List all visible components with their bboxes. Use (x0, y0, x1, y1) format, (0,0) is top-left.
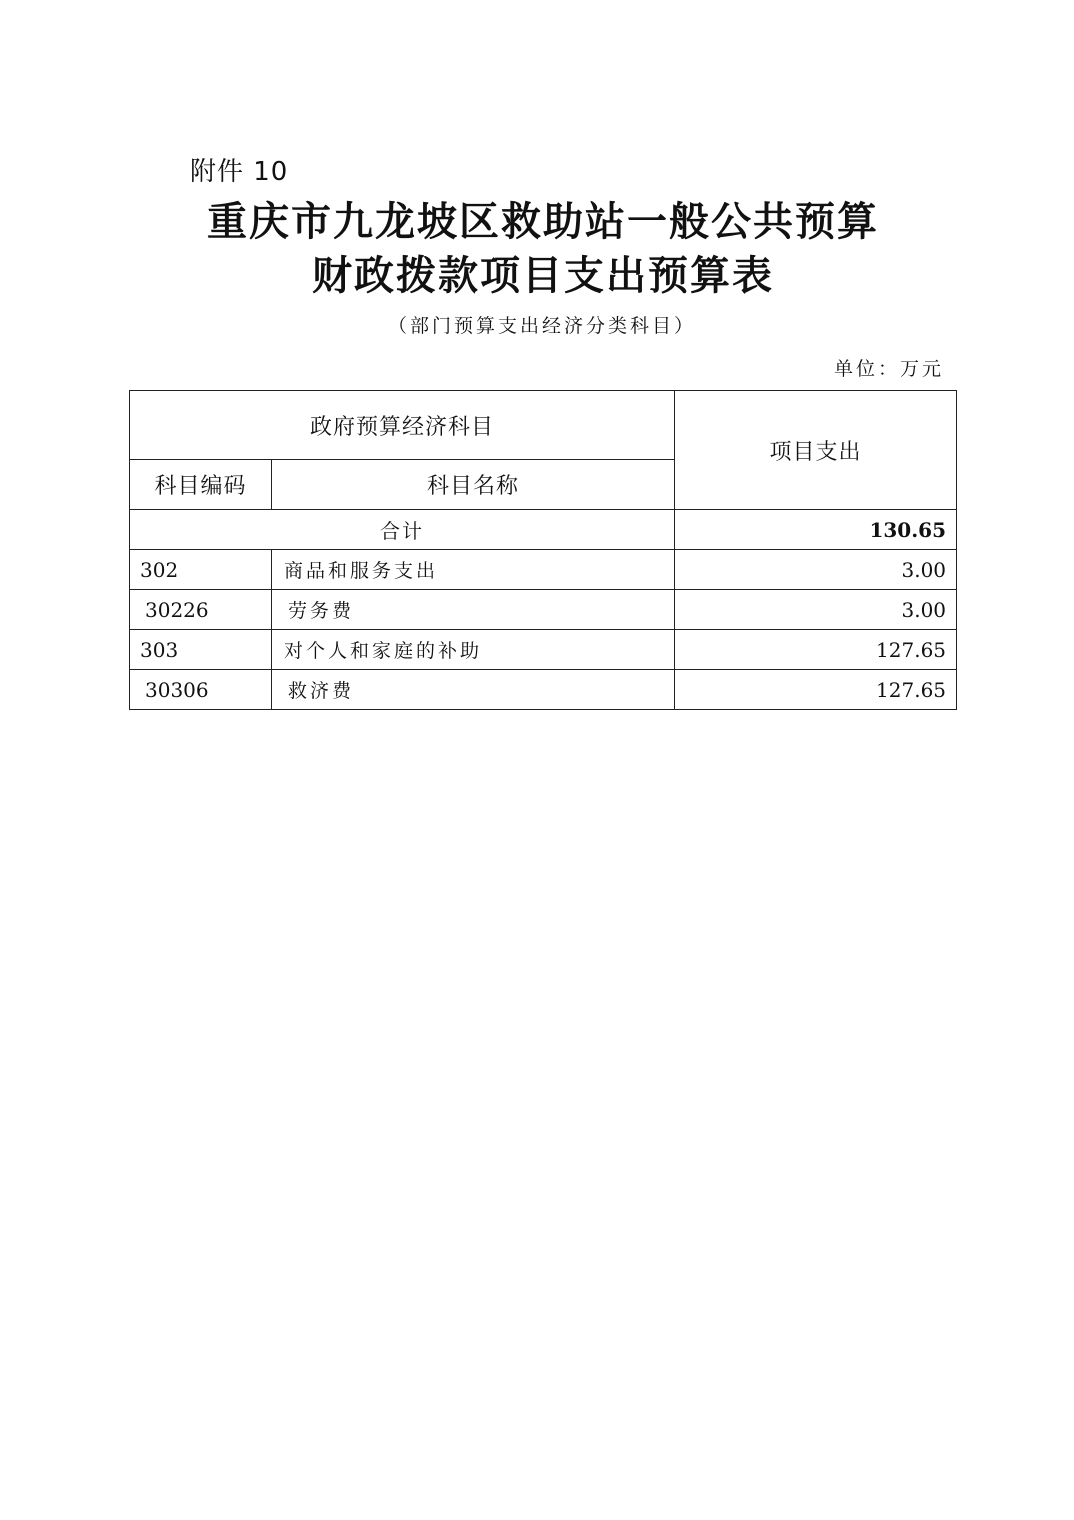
total-value: 130.65 (675, 510, 957, 550)
table-row (130, 550, 957, 590)
header-project-expenditure: 项目支出 (675, 391, 957, 510)
document-title-line-2: 财政拨款项目支出预算表 (312, 252, 774, 299)
table-header-row (130, 391, 957, 460)
total-label: 合计 (130, 510, 675, 550)
budget-table (129, 390, 957, 710)
row-name: 对个人和家庭的补助 (272, 630, 675, 670)
row-amount: 3.00 (675, 550, 957, 590)
header-subject-code: 科目编码 (130, 460, 272, 510)
row-amount: 3.00 (675, 590, 957, 630)
row-name: 劳务费 (272, 590, 675, 630)
document-title-line-1: 重庆市九龙坡区救助站一般公共预算 (207, 198, 879, 245)
row-name: 商品和服务支出 (272, 550, 675, 590)
attachment-label: 附件 10 (190, 157, 289, 187)
table-total-row (130, 510, 957, 550)
row-code: 303 (130, 630, 272, 670)
row-code: 302 (130, 550, 272, 590)
row-name: 救济费 (272, 670, 675, 710)
table-row (130, 670, 957, 710)
row-amount: 127.65 (675, 670, 957, 710)
row-code: 30306 (130, 670, 272, 710)
header-economic-category: 政府预算经济科目 (130, 391, 675, 460)
row-amount: 127.65 (675, 630, 957, 670)
document-subtitle: （部门预算支出经济分类科目） (387, 315, 696, 337)
table-row (130, 630, 957, 670)
row-code: 30226 (130, 590, 272, 630)
table-row (130, 590, 957, 630)
unit-label: 单位：万元 (833, 358, 944, 380)
header-subject-name: 科目名称 (272, 460, 675, 510)
